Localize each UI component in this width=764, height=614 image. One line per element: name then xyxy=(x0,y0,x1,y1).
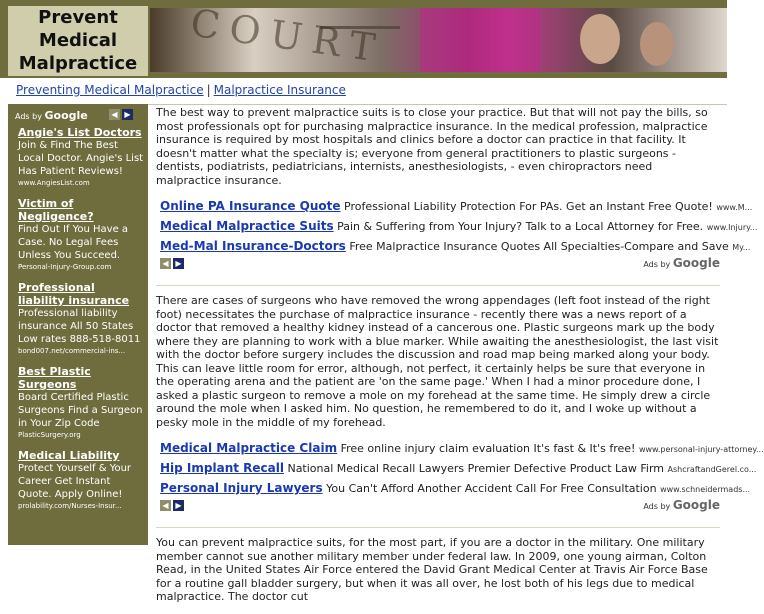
sidebar-ad-title[interactable]: Victim of Negligence? xyxy=(18,197,94,223)
site-title-line-1: Prevent xyxy=(38,7,118,28)
next-arrow-icon[interactable]: ▶ xyxy=(173,500,184,511)
article-paragraph-3: You can prevent malpractice suits, for the most part, if you are a doctor in the military. One military member cannot sue another military member under federal law. In 2009, one young airman, Colton Read, in the United States Air Force entered the David Grant Medical Center at Travis Air Force Base for a routine gall bladder surgery, but when it was all over, he lost both of his legs due to medical malpractice. The doctor cut xyxy=(156,536,708,603)
google-logo: Google xyxy=(672,498,720,512)
google-logo: Google xyxy=(44,109,88,122)
inline-ad-title[interactable]: Medical Malpractice Suits xyxy=(160,219,334,233)
inline-ad-title[interactable]: Medical Malpractice Claim xyxy=(160,441,338,455)
divider xyxy=(156,285,720,286)
sidebar-ad-url[interactable]: bond007.net/commercial-ins... xyxy=(18,347,126,355)
ads-by-google[interactable]: Ads by Google xyxy=(643,256,720,270)
inline-ad-url[interactable]: www.Injury... xyxy=(706,223,758,232)
banner-overlay xyxy=(420,8,540,72)
header-banner-image xyxy=(150,0,727,72)
sidebar-ad-url[interactable]: prolability.com/Nurses-Insur... xyxy=(18,502,122,510)
inline-ad xyxy=(160,439,764,459)
inline-ad-url[interactable]: www.schneidermads... xyxy=(660,485,751,494)
inline-ad-title[interactable]: Hip Implant Recall xyxy=(160,461,284,475)
inline-ad xyxy=(160,197,753,217)
prev-arrow-icon[interactable]: ◀ xyxy=(109,109,120,120)
inline-ad xyxy=(160,479,751,499)
sidebar-ad-url[interactable]: Personal-Injury-Group.com xyxy=(18,263,112,271)
prev-arrow-icon[interactable]: ◀ xyxy=(160,500,171,511)
ads-by-google[interactable]: Ads by Google xyxy=(643,498,720,512)
inline-ad-title[interactable]: Med-Mal Insurance-Doctors xyxy=(160,239,346,253)
sidebar-ad-desc: Join & Find The Best Local Doctor. Angie's List Has Patient Reviews! xyxy=(18,140,144,177)
inline-ad-desc: Professional Liability Protection For PAs. Get an Instant Free Quote! xyxy=(340,200,717,213)
next-arrow-icon[interactable]: ▶ xyxy=(122,109,133,120)
article-paragraph-1: The best way to prevent malpractice suits is to close your practice. But that will not pay the bills, so most professionals opt for purchasing malpractice insurance. In the medical profession, malpractice insurance is required by most hospitals and clinics before a doctor can practice in that facility. It doesn't matter what the specialty is; everyone from general practitioners to plastic surgeons - dentists, podiatrists, pediatricians, internists, anesthesiologists, - even chiropractors need malpractice insurance. xyxy=(156,106,708,187)
sidebar-ads xyxy=(8,104,148,545)
banner-court-text: COURT xyxy=(187,0,388,72)
inline-ad-desc: Pain & Suffering from Your Injury? Talk to a Local Attorney for Free. xyxy=(333,220,707,233)
sidebar-ad-desc: Board Certified Plastic Surgeons Find a Surgeon in Your Zip Code xyxy=(18,392,143,429)
inline-ad-block-1 xyxy=(160,197,758,271)
inline-ad-desc: You Can't Afford Another Accident Call For Free Consultation xyxy=(322,482,661,495)
site-title-line-2: Medical xyxy=(38,30,118,51)
banner-person-1 xyxy=(580,14,620,64)
inline-ad-url[interactable]: www.personal-injury-attorney... xyxy=(638,445,764,454)
sidebar-ad-title[interactable]: Professional liability insurance xyxy=(18,281,130,307)
inline-ad-desc: Free online injury claim evaluation It's fast & It's free! xyxy=(337,442,639,455)
top-nav xyxy=(8,78,727,105)
main-content xyxy=(156,106,764,614)
sidebar-ad xyxy=(18,365,144,441)
article-paragraph-2: There are cases of surgeons who have removed the wrong appendages (left foot instead of the right foot) necessitates the purchase of malpractice insurance - recently there was a news report of a doctor that removed a healthy kidney instead of a cancerous one. Plastic surgeons mark up the body where they are planning to work with a blue marker. While awaiting the anesthesiologist, the last visit with the doctor before surgery includes the discussion and road map being marked along your body. This can leave little room for error, although, not perfect, it certainly helps be sure that everyone in the operating arena and the patient are 'on the same page.' When I had a minor procedure done, I asked a plastic surgeon to remove a mole on my forehead at the same time. He simply drew a circle around the mole when I asked him. No question, he remembered to do it, and I woke up without a pesky mole in the middle of my forehead. xyxy=(156,294,719,429)
nav-link-insurance[interactable]: Malpractice Insurance xyxy=(213,83,346,97)
divider xyxy=(156,527,720,528)
inline-ad-footer xyxy=(160,499,720,513)
inline-ad-title[interactable]: Online PA Insurance Quote xyxy=(160,199,341,213)
inline-ad-desc: National Medical Recall Lawyers Premier Defective Product Law Firm xyxy=(283,462,668,475)
inline-ad-url[interactable]: AshcraftandGerel.co... xyxy=(667,465,757,474)
sidebar-ad xyxy=(18,197,144,273)
inline-ad-url[interactable]: www.M... xyxy=(716,203,753,212)
google-logo: Google xyxy=(672,256,720,270)
nav-separator: | xyxy=(206,83,211,97)
inline-ad-block-2 xyxy=(160,439,764,513)
site-title[interactable] xyxy=(8,6,148,76)
inline-ad-desc: Free Malpractice Insurance Quotes All Specialties-Compare and Save xyxy=(345,240,733,253)
sidebar-ad-desc: Find Out If You Have a Case. No Legal Fees Unless You Succeed. xyxy=(18,224,129,261)
sidebar-ads-by[interactable]: Ads by Google xyxy=(15,109,88,122)
sidebar-ad xyxy=(18,449,144,512)
sidebar-ad-desc: Protect Yourself & Your Career Get Instant Quote. Apply Online! xyxy=(18,463,132,500)
inline-ad xyxy=(160,237,751,257)
sidebar-ad xyxy=(18,126,144,189)
nav-link-preventing[interactable]: Preventing Medical Malpractice xyxy=(16,83,204,97)
sidebar-ad-title[interactable]: Angie's List Doctors xyxy=(18,126,142,139)
sidebar-ad-title[interactable]: Best Plastic Surgeons xyxy=(18,365,91,391)
sidebar-ad-url[interactable]: PlasticSurgery.org xyxy=(18,431,81,439)
next-arrow-icon[interactable]: ▶ xyxy=(173,258,184,269)
sidebar-ad-url[interactable]: www.AngiesList.com xyxy=(18,179,90,187)
prev-arrow-icon[interactable]: ◀ xyxy=(160,258,171,269)
inline-ad xyxy=(160,217,758,237)
inline-ad xyxy=(160,459,757,479)
banner-person-2 xyxy=(640,22,674,66)
sidebar-ad xyxy=(18,281,144,357)
site-title-line-3: Malpractice xyxy=(18,53,138,74)
inline-ad-footer xyxy=(160,257,720,271)
sidebar-ad-desc: Professional liability insurance All 50 States Low rates 888-518-8011 xyxy=(18,308,141,345)
site-header xyxy=(0,0,727,78)
inline-ad-url[interactable]: My... xyxy=(732,243,751,252)
inline-ad-title[interactable]: Personal Injury Lawyers xyxy=(160,481,323,495)
sidebar-ad-title[interactable]: Medical Liability xyxy=(18,449,120,462)
